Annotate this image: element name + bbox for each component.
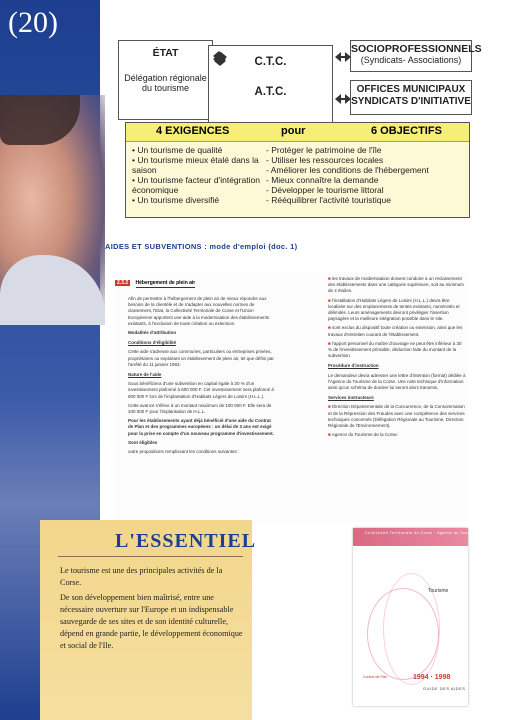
- cover-guide-label: GUIDE DES AIDES: [423, 686, 466, 691]
- doc-right-4: ■ l'apport personnel du maître d'ouvrage ne peut être inférieur à 30 % de l'investissement primable, déduction faite du montant de la subvention.: [328, 341, 466, 360]
- exigence-item: • Un tourisme facteur d'intégration économique: [132, 175, 272, 195]
- doc-right-2: ■ l'installation d'Habitats Légers de Loisirs (H.L.L.) devra être localisée sur des emplacements de tentes existants, numérotés et délimités. Leurs aménagements devront privilégier l'insertion paysagère et la meilleure intégration possible dans le site.: [328, 298, 466, 323]
- portrait-photo: [0, 95, 105, 325]
- exigences-header: [126, 123, 469, 142]
- pour-label: pour: [281, 125, 306, 137]
- doc-nature: Sous bénéficiera d'une subvention en capital égale à 30 % d'un investissement plafonné à 600 000 F. Cet investissement sera plafonné à 800 000 F lors de l'implantation d'Habitats Légers de Loisirs (H.L.L.).: [128, 381, 274, 399]
- exigences-list: [132, 145, 272, 205]
- tag-title: Hébergement de plein air: [135, 280, 196, 286]
- cover-tourisme: Tourisme: [428, 588, 449, 594]
- etat-title: ÉTAT: [152, 47, 179, 59]
- guide-cover: [353, 528, 505, 706]
- essentiel-panel: [40, 520, 257, 720]
- doc-eligible-heading: Sont éligibles: [128, 439, 158, 445]
- offices-line2: SYNDICATS D'INITIATIVE: [351, 96, 471, 107]
- objectif-item: - Améliorer les conditions de l'hébergement: [266, 165, 466, 175]
- essentiel-paragraph-2: De son développement bien maîtrisé, entre une nécessaire ouverture sur l'Europe et un indispensable sauvegarde de ses sites et de son identité culturelle, dépend en grande partie, le développement économique et social de l'Ile.: [60, 593, 243, 650]
- arrow-ctc-socio: [341, 56, 345, 58]
- offices-line1: OFFICES MUNICIPAUX: [356, 84, 466, 95]
- cover-small-text: Contrat de Plan: [363, 675, 388, 679]
- objectifs-list: [266, 145, 466, 205]
- essentiel-paragraph-1: Le tourisme est une des principales activités de la Corse.: [60, 566, 223, 587]
- doc-plafond: Cette avance s'élève à un montant maximum de 100 000 F. Elle sera de 340 000 F pour l'implantation de H.L.L.: [128, 402, 272, 415]
- objectif-item: - Développer le tourisme littoral: [266, 185, 466, 195]
- objectif-item: - Rééquilibrer l'activité touristique: [266, 195, 466, 205]
- doc-nature-heading: Nature de l'aide: [128, 372, 162, 378]
- objectifs-label: 6 OBJECTIFS: [371, 125, 442, 137]
- doc-conditions-heading: Conditions d'éligibilité: [128, 340, 177, 346]
- aides-heading: AIDES ET SUBVENTIONS : mode d'emploi (doc. 1): [105, 242, 298, 251]
- etat-box: [118, 40, 213, 120]
- doc-procedure-heading: Procédure d'instruction: [328, 363, 379, 369]
- etat-subtitle: Délégation régionale du tourisme: [124, 73, 207, 93]
- exigence-item: • Un tourisme diversifié: [132, 195, 272, 205]
- socio-title: SOCIOPROFESSIONNELS: [351, 43, 482, 55]
- exigences-panel: [125, 122, 470, 218]
- essentiel-title: L'ESSENTIEL: [115, 530, 257, 552]
- socio-box: [350, 40, 482, 72]
- ctc-label: C.T.C.: [254, 56, 287, 68]
- cover-band-text: Collectivité Territoriale de Corse · Agence du Tourisme de la Corse: [365, 531, 505, 535]
- exigences-label: 4 EXIGENCES: [156, 125, 230, 137]
- atc-label: A.T.C.: [254, 86, 287, 98]
- document-right-column: [328, 276, 466, 441]
- socio-subtitle: (Syndicats- Associations): [360, 55, 462, 65]
- doc-intro: Afin de permettre à l'hébergement de plein air de mieux répondre aux besoins de la clientèle et de s'adapter aux nouvelles normes de classement, l'Etat, la Collectivité Territoriale de Corse et l'Union Européenne apportent une aide à la modernisation des établissements existants, à l'exclusion de toute création ou extension.: [128, 296, 270, 326]
- objectif-item: - Protéger le patrimoine de l'île: [266, 145, 466, 155]
- exigence-item: • Un tourisme mieux étalé dans la saison: [132, 155, 272, 175]
- tag-number: 2.3.2: [117, 280, 129, 286]
- doc-right-1: ■ les travaux de modernisation doivent conduire à un reclassement des établissements dans une catégorie supérieure, soit au minimum de 2 étoiles.: [328, 276, 466, 295]
- doc-eligible: outre propositions remplissant les conditions suivantes :: [128, 449, 240, 455]
- essentiel-rule: [58, 556, 243, 557]
- portrait-hair: [0, 95, 80, 145]
- doc-modalites: Modalités d'attribution: [128, 330, 177, 336]
- objectif-item: - Mieux connaître la demande: [266, 175, 466, 185]
- page-number: (20): [8, 6, 58, 39]
- portrait-shirt: [0, 255, 105, 325]
- cover-band: [353, 528, 505, 546]
- objectif-item: - Utiliser les ressources locales: [266, 155, 466, 165]
- doc-services-2: ■ Agence du Tourisme de la Corse.: [328, 432, 466, 438]
- document-extract: [113, 272, 468, 522]
- arrow-ctc-offices: [341, 98, 345, 100]
- doc-conditions: Cette aide s'adresse aux communes, particuliers ou entreprises privées, propriétaires ou exploitant un établissement de plein air, tel que défini par l'arrêté du 11 janvier 1993.: [128, 349, 274, 367]
- doc-procedure: Le demandeur devra adresser une lettre d'intention (format) dédiée à l'Agence du Tourisme de la Corse. Une note technique d'information ainsi qu'un schéma de dossier lui seront alors transmis.: [328, 372, 466, 391]
- document-left-column: [128, 296, 276, 458]
- doc-services-heading: Services instructeurs: [328, 395, 374, 401]
- doc-services-1: ■ Direction Départementale de la Concurrence, de la Consommation et de la Répression des Fraudes avec une compétence des services techniques concernés (Délégation Régionale au Tourisme, Direction Régionale de l'Environnement).: [328, 404, 466, 429]
- offices-box: [350, 80, 472, 115]
- document-tag: [115, 280, 195, 286]
- doc-right-3: ■ sont exclus du dispositif toute création ou extension, ainsi que les travaux d'entretien courant de l'établissement.: [328, 325, 466, 337]
- doc-contrat: Pour les établissements ayant déjà bénéficié d'une aide du Contrat de Plan et des programmes européens : un délai de 3 ans est exigé pour la prise en compte d'un nouveau programme d'investissement.: [128, 418, 274, 436]
- cover-year: 1994 · 1998: [413, 674, 451, 681]
- exigence-item: • Un tourisme de qualité: [132, 145, 272, 155]
